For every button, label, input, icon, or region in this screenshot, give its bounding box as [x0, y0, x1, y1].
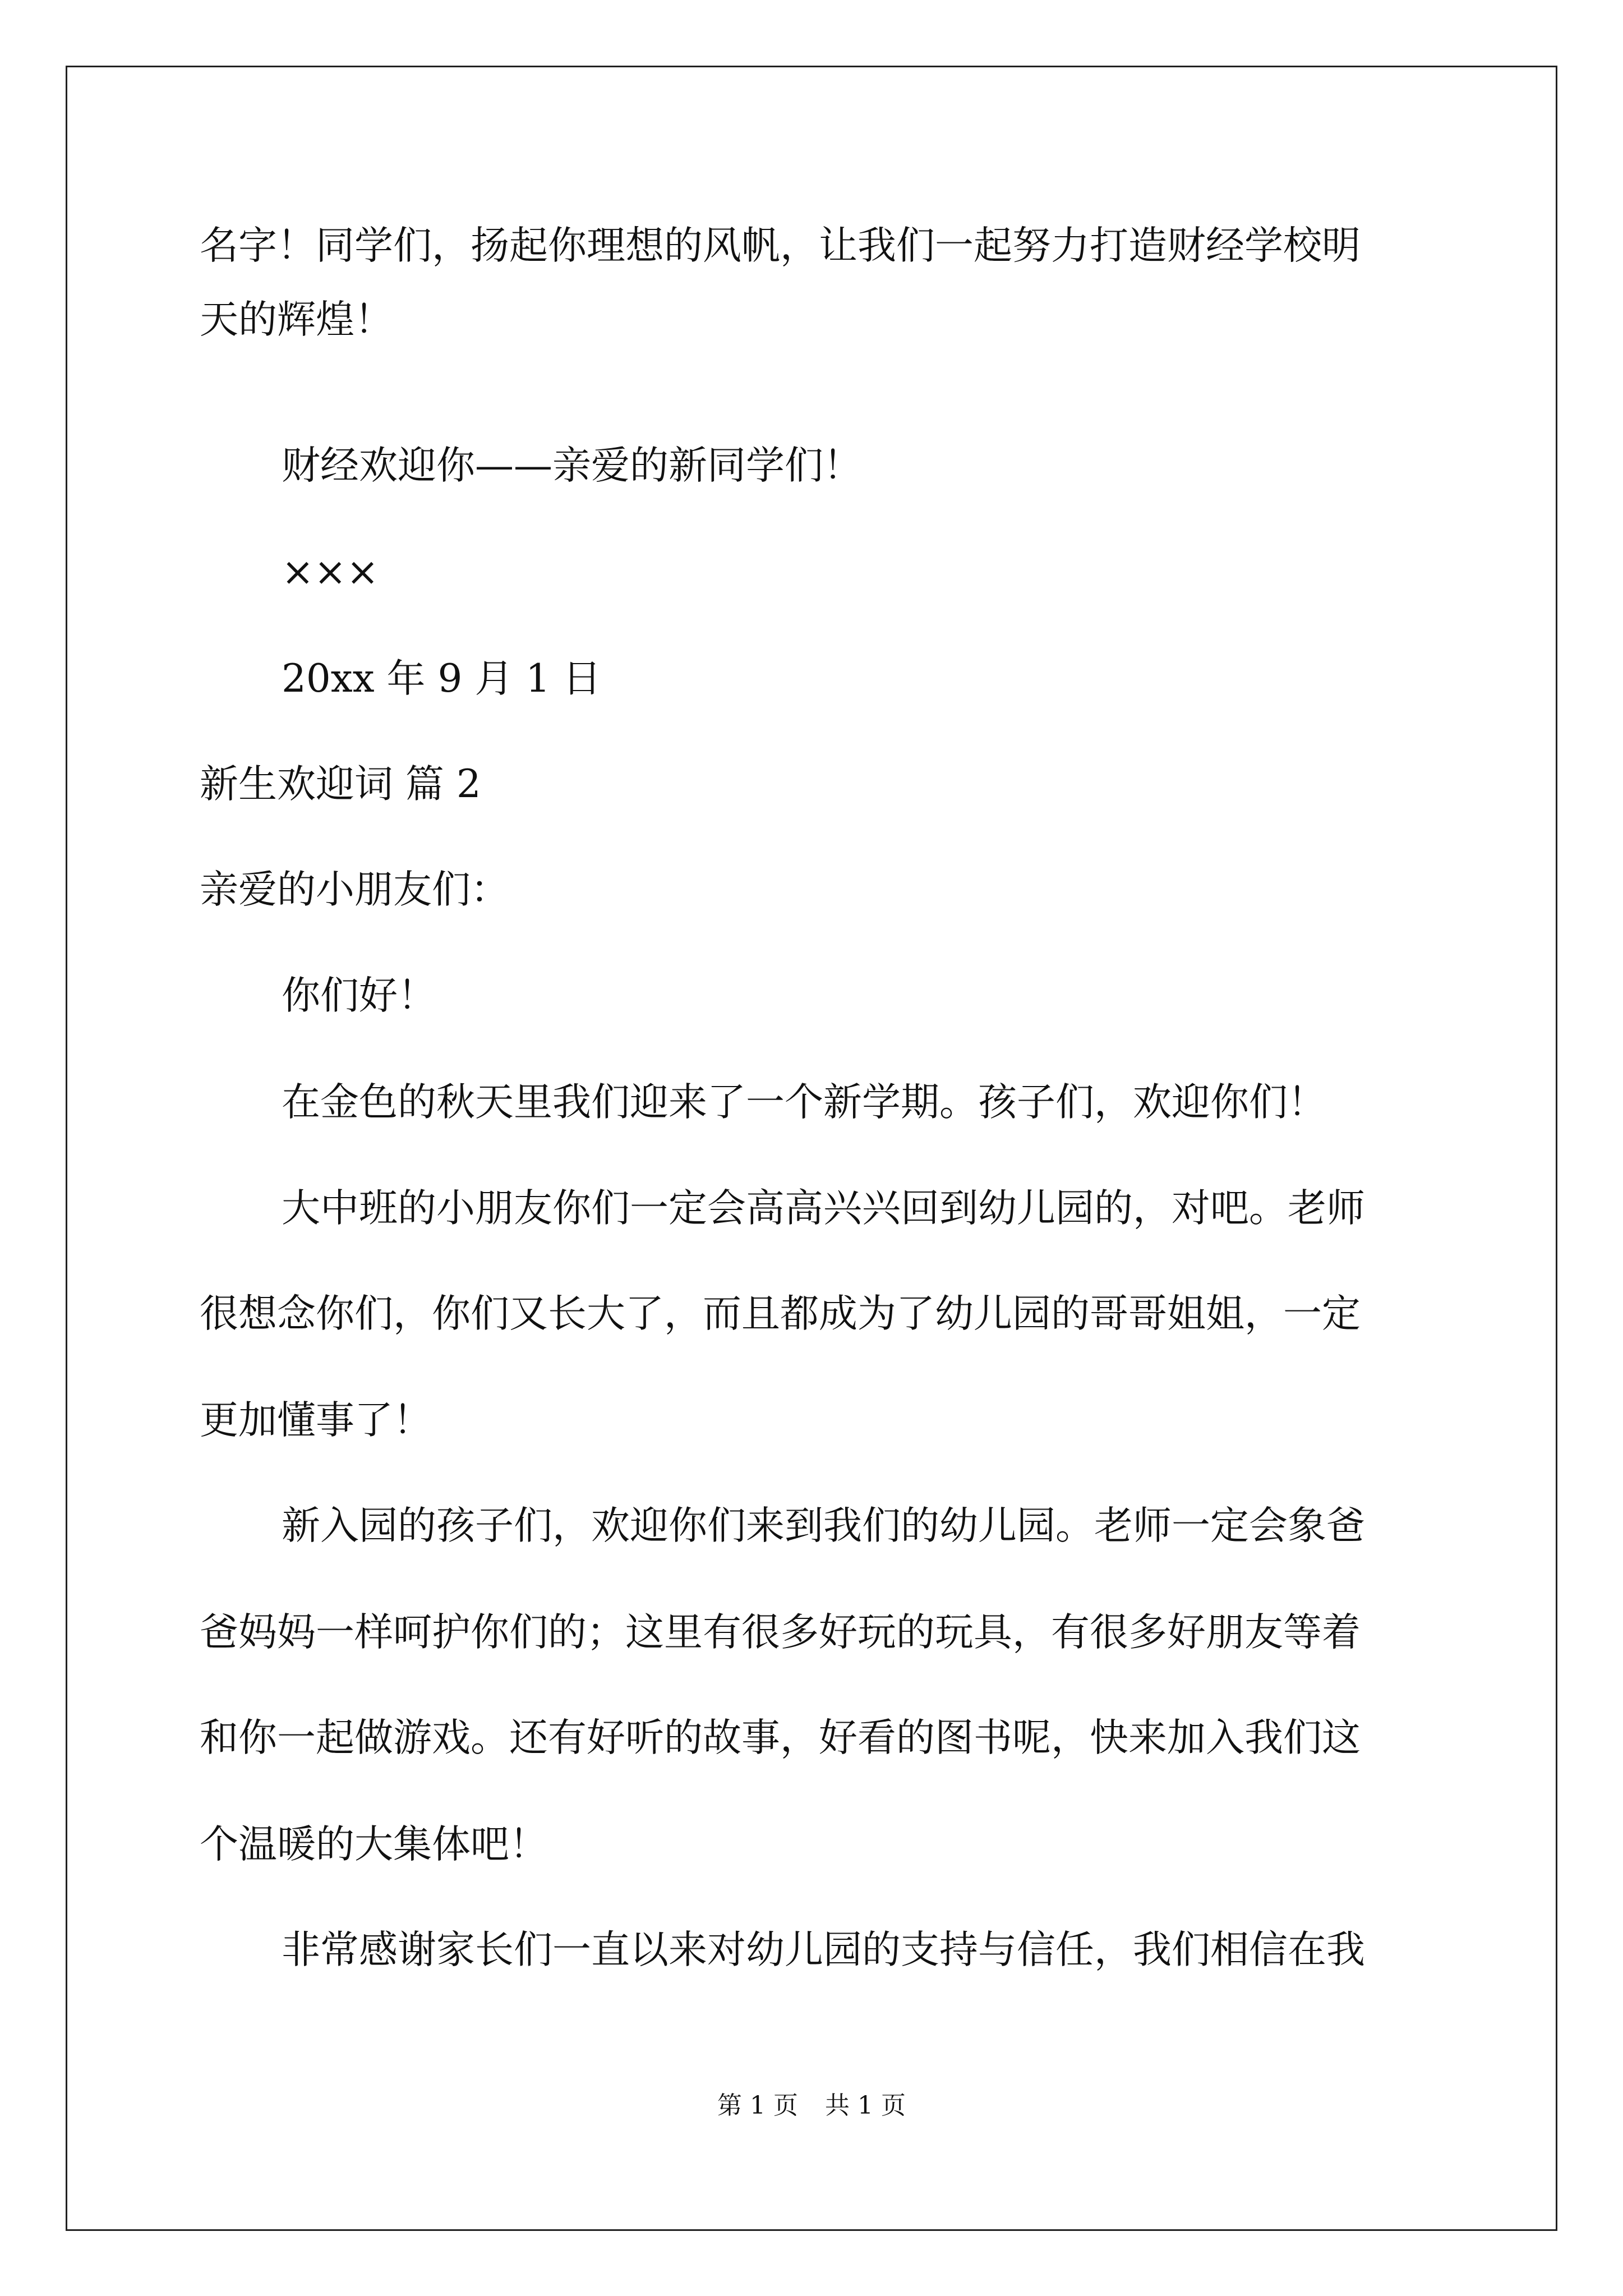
section-heading: 新生欢迎词 篇 2: [200, 762, 481, 807]
body-line: 名字！同学们，扬起你理想的风帆，让我们一起努力打造财经学校明: [200, 223, 1361, 268]
page-footer: [0, 2090, 1623, 2122]
body-line: 天的辉煌！: [200, 297, 393, 342]
body-line: 更加懂事了！: [200, 1398, 432, 1443]
signature: ×××: [282, 550, 379, 595]
body-line: 很想念你们，你们又长大了，而且都成为了幼儿园的哥哥姐姐，一定: [200, 1291, 1361, 1336]
greeting: 你们好！: [282, 973, 436, 1018]
body-line: 新入园的孩子们，欢迎你们来到我们的幼儿园。老师一定会象爸: [282, 1503, 1365, 1548]
page-total: 共 1 页: [825, 2091, 906, 2120]
body-line: 爸妈妈一样呵护你们的；这里有很多好玩的玩具，有很多好朋友等着: [200, 1610, 1361, 1655]
salutation: 亲爱的小朋友们：: [200, 867, 509, 912]
closing-line: 财经欢迎你——亲爱的新同学们！: [282, 443, 862, 488]
body-line: 在金色的秋天里我们迎来了一个新学期。孩子们，欢迎你们！: [282, 1080, 1326, 1125]
page-current: 第 1 页: [717, 2091, 798, 2120]
date-line: 20xx 年 9 月 1 日: [282, 656, 602, 701]
body-line: 大中班的小朋友你们一定会高高兴兴回到幼儿园的，对吧。老师: [282, 1186, 1365, 1231]
body-line: 非常感谢家长们一直以来对幼儿园的支持与信任，我们相信在我: [282, 1927, 1365, 1972]
page-border: [66, 66, 1557, 2231]
body-line: 个温暖的大集体吧！: [200, 1822, 548, 1867]
body-line: 和你一起做游戏。还有好听的故事，好看的图书呢，快来加入我们这: [200, 1715, 1361, 1760]
